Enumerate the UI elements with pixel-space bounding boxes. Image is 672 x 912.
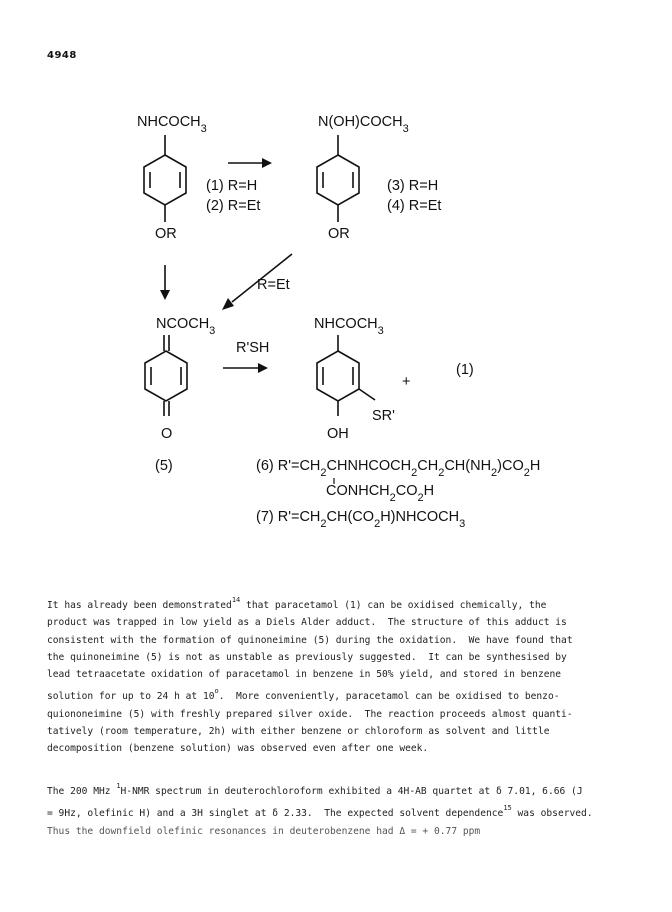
c1-bottom-group: OR: [155, 226, 177, 242]
page-number: 4948: [47, 50, 77, 61]
arrow-label-r-et: R=Et: [257, 277, 290, 293]
formula-6-line1: (6) $R'=CH_2CHNHCOCH_2CH_2CH(NH_2)CO_2H$: [256, 458, 541, 479]
text-line: lead tetraacetate oxidation of paracetamol in benzene in 50% yield, and stored in benzene: [47, 669, 562, 681]
c3-label-2: (4) R=Et: [387, 198, 442, 214]
compound-5-structure: [145, 316, 215, 474]
paragraph-nmr: [47, 778, 627, 840]
formula-6-line2: $CONHCH_2CO_2H$: [326, 483, 435, 504]
text-line: product was trapped in low yield as a Diels Alder adduct. The structure of this adduct is: [47, 617, 567, 629]
text-line: solution for up to 24 h at 10$^o$. More conveniently, paracetamol can be oxidised to benzo-: [47, 687, 560, 703]
compound-3-structure: [317, 114, 441, 242]
c1-label-2: (2) R=Et: [206, 198, 261, 214]
c1-top-group: $NHCOCH_3$: [137, 114, 207, 135]
c6-thio-group: SR': [372, 408, 395, 424]
c3-label-1: (3) R=H: [387, 178, 439, 194]
arrow-down-left: [160, 265, 170, 300]
text-line: Thus the downfield olefinic resonances in deuterobenzene had Δ = + 0.77 ppm: [47, 825, 481, 837]
c3-top-group: $N(OH)COCH_3$: [318, 114, 409, 135]
paragraph-oxidation: [47, 592, 627, 758]
text-line: quiononeimine (5) with freshly prepared silver oxide. The reaction proceeds almost quanti-: [47, 708, 573, 720]
formula-7: (7) $R'=CH_2CH(CO_2H)NHCOCH_3$: [256, 509, 466, 530]
text-line: consistent with the formation of quinoneimine (5) during the oxidation. We have found that: [47, 634, 573, 646]
c5-top-group: $NCOCH_3$: [156, 316, 216, 337]
text-line: tatively (room temperature, 2h) with either benzene or chloroform as solvent and little: [47, 726, 550, 738]
text-line: It has already been demonstrated$^{14}$ that paracetamol (1) can be oxidised chemically, the: [47, 596, 547, 611]
plus-sign: +: [402, 374, 411, 390]
text-line: The 200 MHz $^1$H-NMR spectrum in deuterochloroform exhibited a 4H-AB quartet at δ 7.01, 6.66 (J: [47, 782, 583, 797]
c3-bottom-group: OR: [328, 226, 350, 242]
text-line: the quinoneimine (5) is not as unstable as previously suggested. It can be synthesised by: [47, 651, 567, 663]
arrow-diagonal: [222, 254, 292, 310]
arrow-right-bottom: [223, 340, 269, 373]
compound-1-structure: [137, 114, 260, 242]
compound-6-structure: [314, 316, 474, 442]
c6-top-group: $NHCOCH_3$: [314, 316, 384, 337]
text-line: = 9Hz, olefinic H) and a 3H singlet at δ 2.33. The expected solvent dependence$^{15}$ was observed.: [47, 804, 593, 820]
c6-bottom-group: OH: [327, 426, 349, 442]
text-line: decomposition (benzene solution) was observed even after one week.: [47, 743, 429, 755]
arrow-right-top: [228, 158, 272, 168]
c1-label-1: (1) R=H: [206, 178, 258, 194]
c5-label: (5): [155, 458, 173, 474]
reagent-label: R'SH: [236, 340, 270, 356]
c5-bottom-group: O: [161, 426, 173, 442]
product-1-label: (1): [456, 362, 474, 378]
